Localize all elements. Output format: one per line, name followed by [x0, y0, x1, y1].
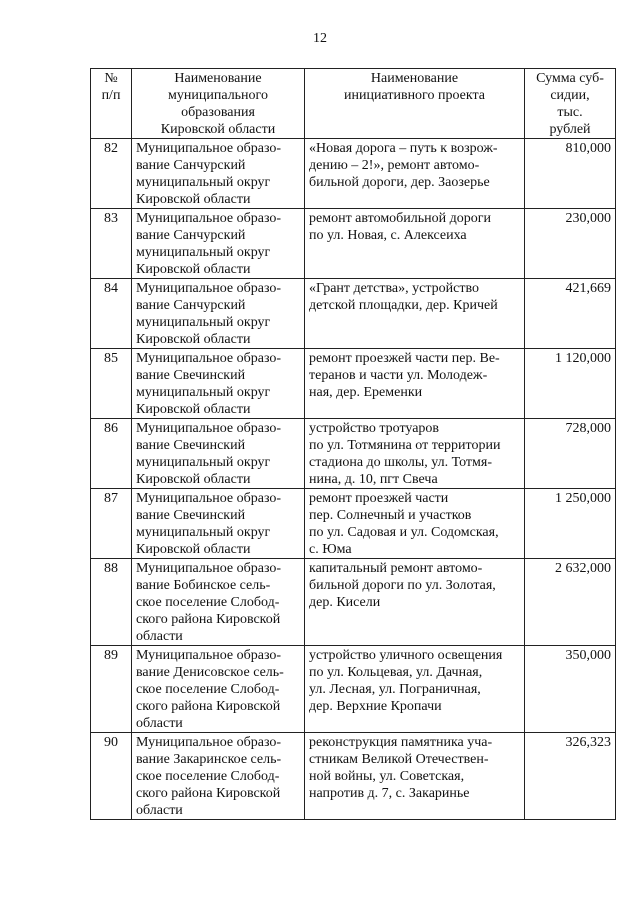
row-project: ремонт проезжей части пер. Ве- теранов и части ул. Молодеж- ная, дер. Еременки [305, 349, 525, 419]
header-number: № п/п [91, 69, 132, 139]
row-number: 89 [91, 646, 132, 733]
row-number: 82 [91, 139, 132, 209]
row-number: 86 [91, 419, 132, 489]
row-sum: 1 120,000 [525, 349, 616, 419]
table-row [91, 419, 616, 489]
row-number: 88 [91, 559, 132, 646]
table-row [91, 209, 616, 279]
row-municipality: Муниципальное образо- вание Свечинский муниципальный округ Кировской области [132, 419, 305, 489]
row-number: 84 [91, 279, 132, 349]
subsidy-table [90, 68, 616, 820]
header-municipality: Наименование муниципального образования Кировской области [132, 69, 305, 139]
row-sum: 810,000 [525, 139, 616, 209]
table-row [91, 349, 616, 419]
row-number: 83 [91, 209, 132, 279]
row-sum: 326,323 [525, 733, 616, 820]
table-row [91, 733, 616, 820]
row-municipality: Муниципальное образо- вание Санчурский муниципальный округ Кировской области [132, 209, 305, 279]
row-project: «Новая дорога – путь к возрож- дению – 2!», ремонт автомо- бильной дороги, дер. Заозерье [305, 139, 525, 209]
row-project: устройство тротуаров по ул. Тотмянина от территории стадиона до школы, ул. Тотмя- нина, д. 10, пгт Свеча [305, 419, 525, 489]
row-project: устройство уличного освещения по ул. Кольцевая, ул. Дачная, ул. Лесная, ул. Пограничная, дер. Верхние Кропачи [305, 646, 525, 733]
table-header-row [91, 69, 616, 139]
table-row [91, 559, 616, 646]
page-number: 12 [313, 31, 327, 46]
row-municipality: Муниципальное образо- вание Свечинский муниципальный округ Кировской области [132, 489, 305, 559]
table-row [91, 279, 616, 349]
row-sum: 728,000 [525, 419, 616, 489]
row-sum: 1 250,000 [525, 489, 616, 559]
row-project: ремонт проезжей части пер. Солнечный и участков по ул. Садовая и ул. Содомская, с. Юма [305, 489, 525, 559]
row-number: 90 [91, 733, 132, 820]
row-project: капитальный ремонт автомо- бильной дороги по ул. Золотая, дер. Кисели [305, 559, 525, 646]
row-municipality: Муниципальное образо- вание Бобинское сель- ское поселение Слобод- ского района Кировской области [132, 559, 305, 646]
row-municipality: Муниципальное образо- вание Закаринское сель- ское поселение Слобод- ского района Кировской области [132, 733, 305, 820]
header-sum: Сумма суб- сидии, тыс. рублей [525, 69, 616, 139]
row-project: ремонт автомобильной дороги по ул. Новая, с. Алексеиха [305, 209, 525, 279]
row-municipality: Муниципальное образо- вание Санчурский муниципальный округ Кировской области [132, 279, 305, 349]
row-sum: 2 632,000 [525, 559, 616, 646]
row-project: реконструкция памятника уча- стникам Великой Отечествен- ной войны, ул. Советская, напротив д. 7, с. Закаринье [305, 733, 525, 820]
row-number: 87 [91, 489, 132, 559]
table-row [91, 489, 616, 559]
row-number: 85 [91, 349, 132, 419]
row-sum: 230,000 [525, 209, 616, 279]
row-municipality: Муниципальное образо- вание Санчурский муниципальный округ Кировской области [132, 139, 305, 209]
row-project: «Грант детства», устройство детской площадки, дер. Кричей [305, 279, 525, 349]
row-municipality: Муниципальное образо- вание Денисовское сель- ское поселение Слобод- ского района Кировской области [132, 646, 305, 733]
header-project: Наименование инициативного проекта [305, 69, 525, 139]
table-row [91, 646, 616, 733]
row-municipality: Муниципальное образо- вание Свечинский муниципальный округ Кировской области [132, 349, 305, 419]
table-row [91, 139, 616, 209]
row-sum: 350,000 [525, 646, 616, 733]
row-sum: 421,669 [525, 279, 616, 349]
